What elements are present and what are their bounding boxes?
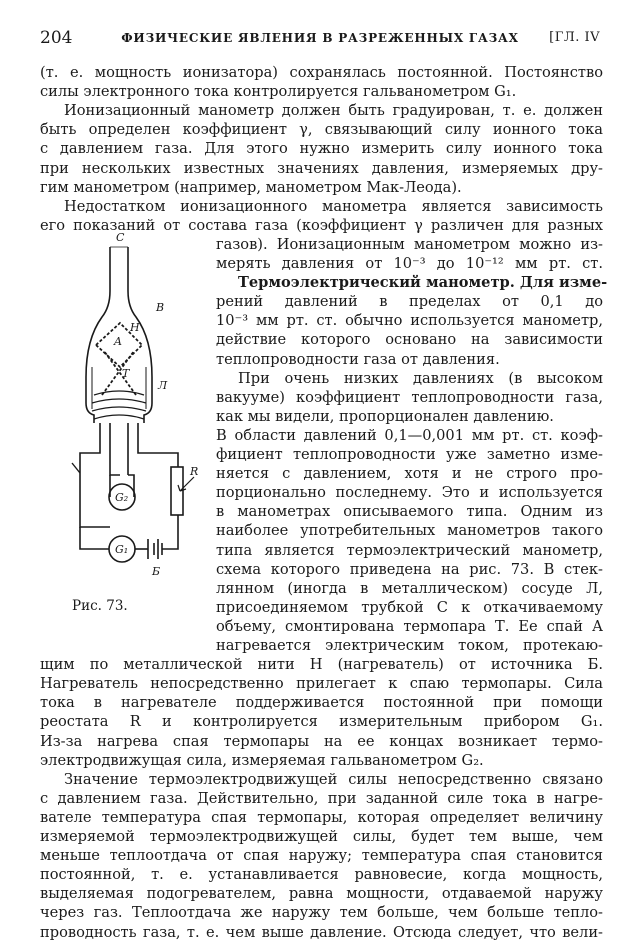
text-line: теплопроводности газа от давления. <box>216 350 500 368</box>
text-line: (т. е. мощность ионизатора) сохранялась постоянной. Постоянство <box>40 64 603 81</box>
text-line: В области давлений 0,1—0,001 мм рт. ст. коэф- <box>216 426 603 444</box>
text-line: тока в нагревателе поддерживается постоянной при помощи <box>40 694 603 712</box>
text-line: рений давлений в пределах от 0,1 до <box>216 293 603 311</box>
thermocouple-wires <box>102 351 136 395</box>
battery-icon <box>148 539 162 559</box>
text-line: няется с давлением, хотя и не строго про- <box>216 465 603 483</box>
text-line: нагревается электрическим током, протекаю- <box>216 637 603 654</box>
text-line: присоединяемом трубкой С к откачиваемому <box>216 598 603 616</box>
text-line: при нескольких известных значениях давления, измеряемых дру- <box>40 159 603 177</box>
text-line: схема которого приведена на рис. 73. В стек- <box>216 560 603 578</box>
text-line: объему, смонтирована термопара Т. Ее спай А <box>216 617 603 635</box>
text-line: Значение термоэлектродвижущей силы непосредственно связано <box>64 770 603 788</box>
text-line: щим по металлической нити Н (нагреватель) от источника Б. <box>40 656 603 674</box>
text-line: 10⁻³ мм рт. ст. обычно используется манометр, <box>216 312 603 330</box>
thermocouple-gauge-diagram <box>30 227 210 587</box>
label-a: A <box>114 334 122 348</box>
switch-icon <box>72 463 80 473</box>
text-line: Нагреватель непосредственно прилегает к спаю термопары. Сила <box>40 675 603 693</box>
lead-wire-g2-left <box>110 423 120 475</box>
section-heading-line: Термоэлектрический манометр. Для изме- <box>238 274 608 292</box>
text-line: измеряемой термоэлектродвижущей силы, будет тем выше, чем <box>40 828 603 845</box>
lead-wire-g1-left <box>80 527 109 549</box>
text-line: вателе температура спая термопары, которая определяет величину <box>40 808 603 826</box>
label-battery: Б <box>152 564 161 578</box>
label-c: C <box>116 230 125 244</box>
rheostat-slider-icon <box>178 477 194 491</box>
page-number: 204 <box>40 28 73 48</box>
text-line: вакууме) коэффициент теплопроводности газа, <box>216 388 603 406</box>
text-line: лянном (иногда в металлическом) сосуде Л, <box>216 579 603 597</box>
text-line: с давлением газа. Действительно, при заданной силе тока в нагре- <box>40 789 603 807</box>
chapter-marker: [ГЛ. IV <box>549 30 600 45</box>
text-line: действие которого основано на зависимости <box>216 331 603 349</box>
running-header <box>40 28 600 50</box>
lead-wire-rheostat-bottom <box>162 515 178 549</box>
text-line: силы электронного тока контролируется гальванометром G₁. <box>40 83 517 101</box>
text-line: меньше теплоотдача от спая наружу; температура спая становится <box>40 847 603 865</box>
text-line: выделяемая подогревателем, равна мощности, отдаваемой наружу <box>40 885 603 903</box>
label-l: Л <box>158 378 168 392</box>
text-line: типа является термоэлектрический манометр, <box>216 541 603 559</box>
text-line: наиболее употребительных манометров такого <box>216 522 603 540</box>
text-line: гим манометром (например, манометром Мак-Леода). <box>40 178 462 196</box>
label-b: B <box>156 300 165 314</box>
text-line: с давлением газа. Для этого нужно измерить силу ионного тока <box>40 140 603 158</box>
running-title: ФИЗИЧЕСКИЕ ЯВЛЕНИЯ В РАЗРЕЖЕННЫХ ГАЗАХ <box>121 31 519 45</box>
figure-caption: Рис. 73. <box>72 597 128 614</box>
label-r: R <box>190 464 199 478</box>
label-h: H <box>130 320 140 334</box>
text-line: порционально последнему. Это и используется <box>216 484 603 502</box>
text-line: Из-за нагрева спая термопары на ее концах возникает термо- <box>40 732 603 750</box>
text-line: через газ. Теплоотдача же наружу тем больше, чем больше тепло- <box>40 904 603 922</box>
text-line: Недостатком ионизационного манометра является зависимость <box>64 197 603 215</box>
text-line: быть определен коэффициент γ, связывающий силу ионного тока <box>40 121 603 139</box>
lead-wire-left <box>80 423 110 527</box>
label-g2: G₂ <box>115 490 129 504</box>
text-line: мерять давления от 10⁻³ до 10⁻¹² мм рт. ст. <box>216 255 603 272</box>
lead-wire-rheostat <box>138 423 178 467</box>
text-line: При очень низких давлениях (в высоком <box>238 369 603 387</box>
text-line: газов). Ионизационным манометром можно из- <box>216 235 603 253</box>
text-line: в манометрах описываемого типа. Одним из <box>216 503 603 521</box>
text-line: фициент теплопроводности уже заметно изме- <box>216 446 603 463</box>
text-line: Ионизационный манометр должен быть градуирован, т. е. должен <box>64 102 603 120</box>
text-line: реостата R и контролируется измерительным прибором G₁. <box>40 713 603 731</box>
label-g1: G₁ <box>115 542 129 556</box>
text-line: как мы видели, пропорционален давлению. <box>216 407 554 425</box>
inner-press-outline <box>92 367 146 409</box>
label-t: T <box>122 366 130 380</box>
text-line: электродвижущая сила, измеряемая гальванометром G₂. <box>40 751 484 769</box>
vessel-right-outline <box>128 247 152 423</box>
vessel-left-outline <box>86 247 110 423</box>
text-line: постоянной, т. е. устанавливается равновесие, когда мощность, <box>40 866 603 884</box>
text-line: проводность газа, т. е. чем выше давление. Отсюда следует, что вели- <box>40 923 603 941</box>
figure-73-thermocouple-gauge <box>30 227 210 587</box>
text-line: его показаний от состава газа (коэффициент γ различен для разных <box>40 216 603 234</box>
vessel-base-bands <box>92 391 146 419</box>
